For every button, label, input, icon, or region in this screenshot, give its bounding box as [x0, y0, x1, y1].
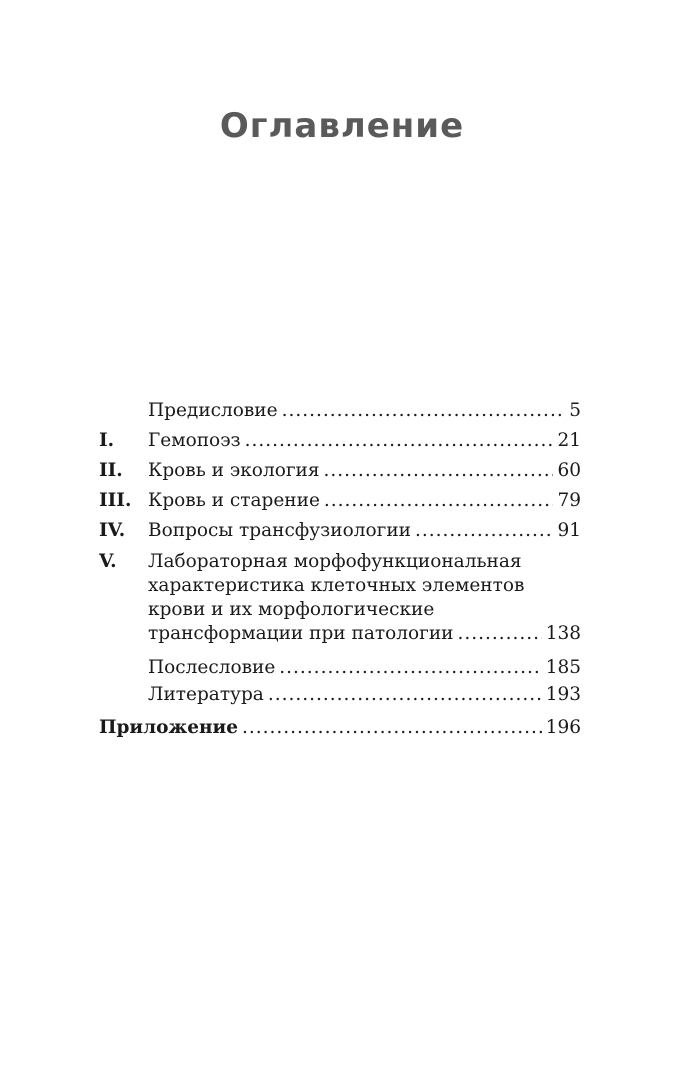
toc-label: Кровь и экология: [148, 460, 320, 481]
leader-dots: [324, 456, 554, 486]
toc-label: Предисловие: [148, 400, 278, 421]
chapter-number: IV.: [99, 520, 126, 541]
toc-entry-chapter-1: [99, 426, 581, 456]
chapter-number: I.: [99, 430, 115, 451]
toc-entry-afterword: [99, 654, 581, 681]
toc-label: Кровь и старение: [148, 490, 320, 511]
toc-entry-chapter-3: [99, 486, 581, 516]
toc-page-number: 21: [557, 430, 581, 451]
toc-label-line: крови и их морфологические: [148, 599, 435, 620]
toc-label: трансформации при патологии: [148, 623, 454, 644]
toc-label: Гемопоэз: [148, 430, 241, 451]
toc-label: Литература: [148, 684, 264, 705]
toc-page-number: 138: [545, 623, 581, 644]
leader-dots: [245, 426, 554, 456]
toc-page-number: 79: [557, 490, 581, 511]
toc-label: Вопросы трансфузиологии: [148, 520, 411, 541]
toc-page-number: 193: [545, 684, 581, 705]
chapter-number: V.: [99, 551, 117, 572]
toc-page-number: 185: [545, 657, 581, 678]
toc-label: Послесловие: [148, 657, 276, 678]
toc-entry-preface: [99, 396, 581, 426]
toc-label: Приложение: [99, 717, 238, 738]
leader-dots: [324, 486, 554, 516]
toc-entry-chapter-2: [99, 456, 581, 486]
leader-dots: [242, 713, 542, 743]
toc-page-number: 196: [545, 717, 581, 738]
toc-page-number: 60: [557, 460, 581, 481]
toc-label-line: Лабораторная морфофункциональная: [148, 551, 522, 572]
leader-dots: [268, 681, 542, 708]
toc-label-line: характеристика клеточных элементов: [148, 575, 525, 596]
table-of-contents: [99, 396, 581, 743]
toc-entry-chapter-4: [99, 516, 581, 546]
toc-entry-chapter-5: [99, 550, 581, 646]
toc-entry-appendix: [99, 713, 581, 743]
toc-page-number: 91: [557, 520, 581, 541]
leader-dots: [279, 654, 541, 681]
leader-dots: [415, 516, 553, 546]
chapter-number: III.: [99, 490, 132, 511]
page-title: Оглавление: [219, 106, 465, 146]
chapter-number: II.: [99, 460, 123, 481]
leader-dots: [282, 396, 566, 426]
toc-page-number: 5: [569, 400, 581, 421]
leader-dots: [457, 622, 541, 646]
toc-entry-literature: [99, 681, 581, 713]
